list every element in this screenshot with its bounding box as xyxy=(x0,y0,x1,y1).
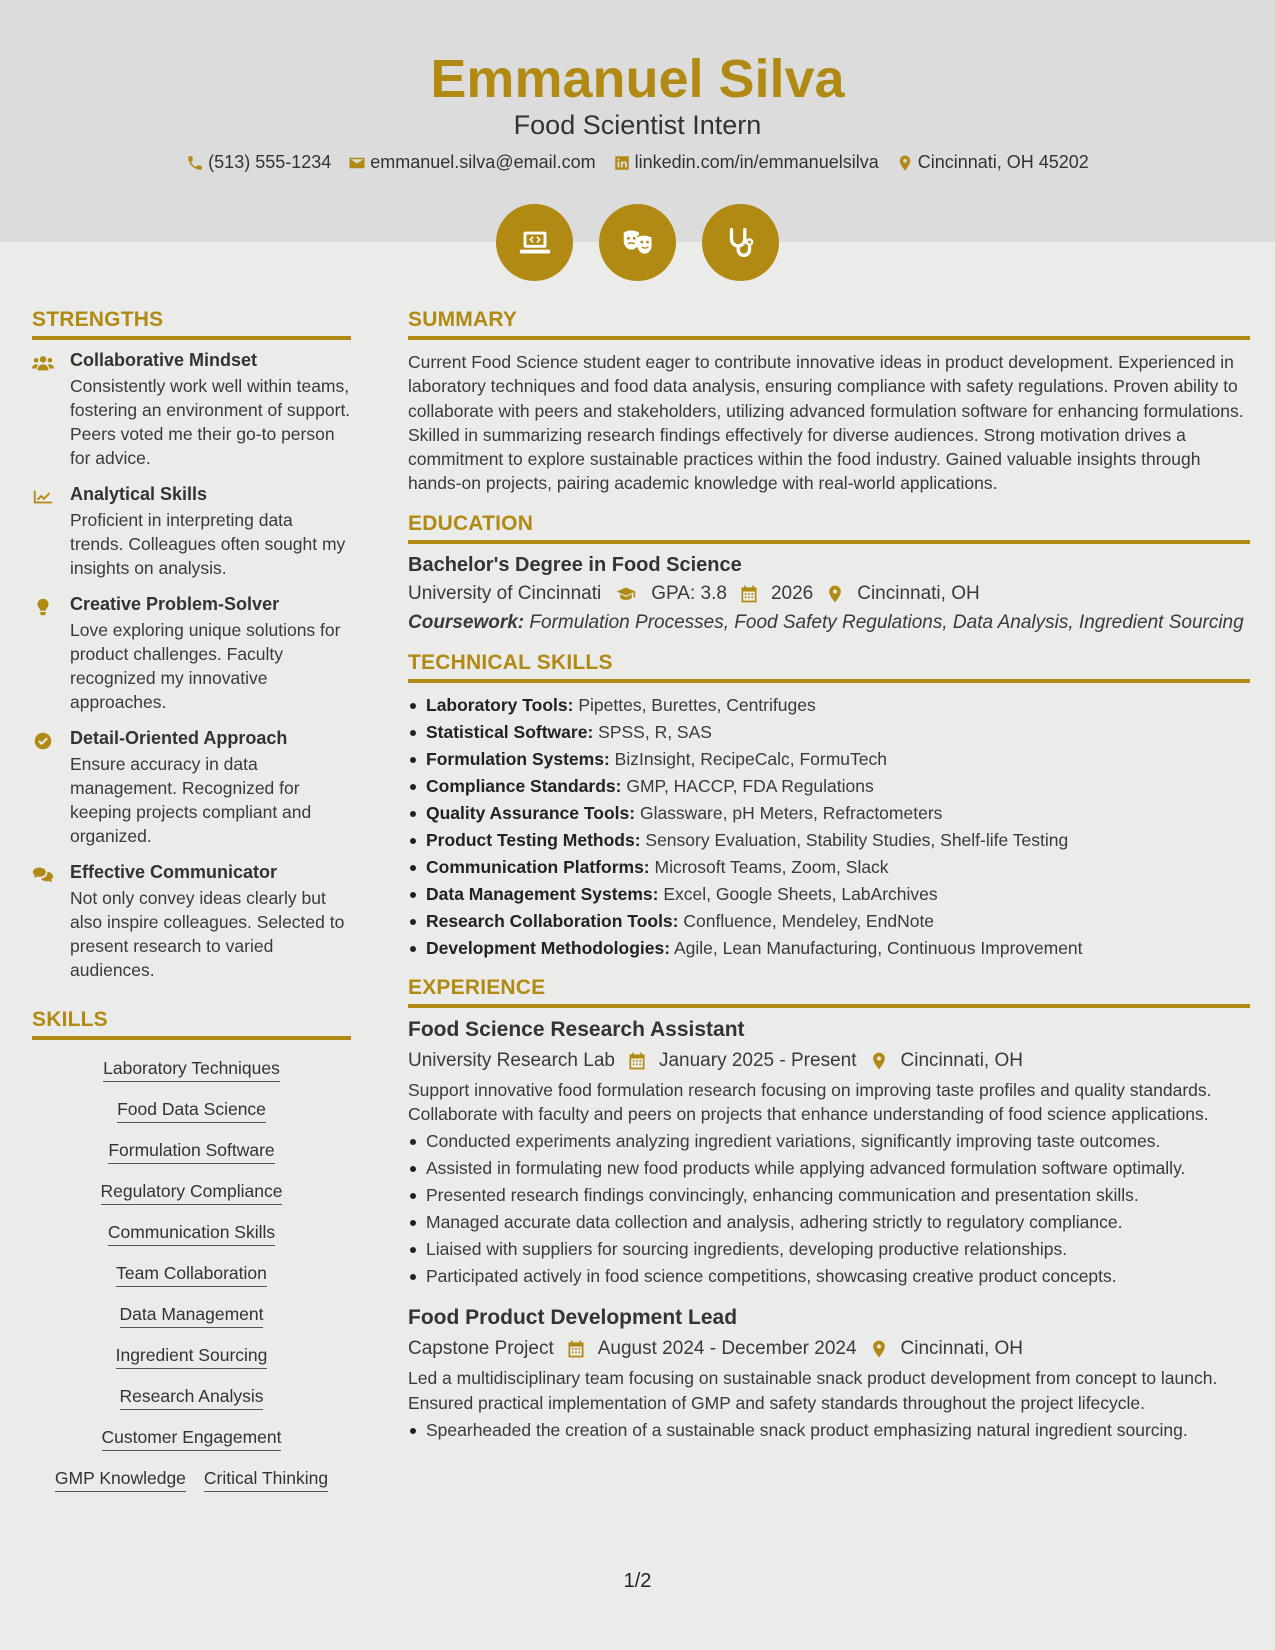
skill-tag: GMP Knowledge xyxy=(55,1468,186,1492)
lightbulb-icon xyxy=(32,598,54,616)
list-item: Laboratory Tools: Pipettes, Burettes, Centrifuges xyxy=(408,693,1250,717)
list-item: Participated actively in food science competitions, showcasing creative product concepts. xyxy=(408,1264,1250,1288)
strength-title: Analytical Skills xyxy=(70,484,208,504)
job-title: Food Product Development Lead xyxy=(408,1306,738,1330)
job-entry xyxy=(408,1306,1250,1442)
strength-text: Love exploring unique solutions for product challenges. Faculty recognized my innovative approaches. xyxy=(70,620,341,712)
contact-linkedin-text: linkedin.com/in/emmanuelsilva xyxy=(634,152,879,172)
strength-item xyxy=(32,484,351,580)
education-section xyxy=(408,512,1250,635)
job-meta xyxy=(408,1050,1250,1072)
job-org: Capstone Project xyxy=(408,1338,554,1360)
list-item: Communication Platforms: Microsoft Teams, Zoom, Slack xyxy=(408,855,1250,879)
interest-badges xyxy=(0,204,1275,281)
strength-title: Creative Problem-Solver xyxy=(70,594,280,614)
skill-tag: Food Data Science xyxy=(117,1099,266,1123)
degree-title: Bachelor's Degree in Food Science xyxy=(408,553,742,576)
coursework xyxy=(408,611,1250,635)
school-location: Cincinnati, OH xyxy=(857,582,980,604)
summary-text: Current Food Science student eager to contribute innovative ideas in product development. Experienced in laboratory techniques and food data analysis, ensuring compliance with safety regulations. Proven ability to collaborate with peers and stakeholders, utilizing advanced formulation software for enhancing formulations. Skilled in summarizing research findings effectively for diverse audiences. Strong motivation drives a commitment to explore sustainable practices within the food industry. Gained valuable insights through hands-on projects, pairing academic knowledge with real-world applications. xyxy=(408,352,1244,494)
contact-phone-text: (513) 555-1234 xyxy=(208,152,332,172)
coursework-list: Formulation Processes, Food Safety Regulations, Data Analysis, Ingredient Sourcing xyxy=(529,611,1244,633)
list-item: Development Methodologies: Agile, Lean Manufacturing, Continuous Improvement xyxy=(408,936,1250,960)
badge-masks xyxy=(599,204,676,281)
gpa: GPA: 3.8 xyxy=(651,582,727,604)
skill-tag: Formulation Software xyxy=(108,1140,274,1164)
theater-masks-icon xyxy=(619,224,657,262)
job-location: Cincinnati, OH xyxy=(900,1338,1024,1360)
skills-list xyxy=(32,1050,351,1509)
list-item: Managed accurate data collection and analysis, adhering strictly to regulatory compliance. xyxy=(408,1210,1250,1234)
users-icon xyxy=(32,354,54,372)
comments-icon xyxy=(32,866,54,884)
strength-item xyxy=(32,594,351,714)
school-name: University of Cincinnati xyxy=(408,582,602,604)
job-org: University Research Lab xyxy=(408,1049,615,1071)
list-item: Data Management Systems: Excel, Google Sheets, LabArchives xyxy=(408,882,1250,906)
contact-location-text: Cincinnati, OH 45202 xyxy=(917,152,1089,172)
experience-heading: EXPERIENCE xyxy=(408,976,1250,1008)
skill-tag: Ingredient Sourcing xyxy=(116,1345,268,1369)
technical-skills-heading: TECHNICAL SKILLS xyxy=(408,651,1250,683)
strength-text: Ensure accuracy in data management. Recognized for keeping projects compliant and organized. xyxy=(70,754,312,846)
skill-tag: Critical Thinking xyxy=(204,1468,328,1492)
strengths-heading: STRENGTHS xyxy=(32,308,351,340)
contact-linkedin[interactable] xyxy=(613,152,879,173)
badge-laptop xyxy=(496,204,573,281)
strength-text: Consistently work well within teams, fostering an environment of support. Peers voted me their go-to person for advice. xyxy=(70,376,351,468)
contact-location xyxy=(896,152,1089,173)
page-number: 1/2 xyxy=(623,1570,652,1592)
phone-icon xyxy=(186,154,204,172)
education-heading: EDUCATION xyxy=(408,512,1250,544)
envelope-icon xyxy=(348,154,366,172)
contact-phone[interactable] xyxy=(186,152,331,173)
calendar-icon xyxy=(739,584,759,604)
job-title: Food Science Research Assistant xyxy=(408,1017,745,1041)
stethoscope-icon xyxy=(722,224,760,262)
location-pin-icon xyxy=(869,1051,889,1071)
skill-tag: Customer Engagement xyxy=(102,1427,282,1451)
job-description: Led a multidisciplinary team focusing on sustainable snack product development from concept to launch. Ensured practical implementation of GMP and safety standards throughout the project lifecycle. xyxy=(408,1368,1218,1413)
job-dates: August 2024 - December 2024 xyxy=(597,1338,857,1360)
strength-item xyxy=(32,728,351,848)
contact-bar xyxy=(0,152,1275,173)
strength-item xyxy=(32,862,351,982)
experience-section xyxy=(408,976,1250,1442)
technical-skills-list xyxy=(408,693,1250,960)
contact-email[interactable] xyxy=(348,152,595,173)
list-item: Spearheaded the creation of a sustainable snack product emphasizing natural ingredient sourcing. xyxy=(408,1418,1250,1442)
badge-stethoscope xyxy=(702,204,779,281)
location-pin-icon xyxy=(869,1339,889,1359)
contact-email-text: emmanuel.silva@email.com xyxy=(370,152,596,172)
left-column xyxy=(32,308,351,1509)
laptop-code-icon xyxy=(516,224,554,262)
list-item: Presented research findings convincingly, enhancing communication and presentation skills. xyxy=(408,1183,1250,1207)
skill-tag: Regulatory Compliance xyxy=(101,1181,283,1205)
candidate-title: Food Scientist Intern xyxy=(513,110,762,140)
strength-item xyxy=(32,350,351,470)
education-meta xyxy=(408,583,1250,605)
list-item: Liaised with suppliers for sourcing ingredients, developing productive relationships. xyxy=(408,1237,1250,1261)
right-column xyxy=(408,308,1250,1460)
check-circle-icon xyxy=(32,732,54,750)
list-item: Compliance Standards: GMP, HACCP, FDA Regulations xyxy=(408,774,1250,798)
calendar-icon xyxy=(566,1339,586,1359)
chart-line-icon xyxy=(32,488,54,506)
skill-tag: Team Collaboration xyxy=(116,1263,267,1287)
job-location: Cincinnati, OH xyxy=(900,1049,1023,1071)
technical-skills-section xyxy=(408,651,1250,960)
strength-title: Effective Communicator xyxy=(70,862,278,882)
list-item: Quality Assurance Tools: Glassware, pH Meters, Refractometers xyxy=(408,801,1250,825)
calendar-icon xyxy=(627,1051,647,1071)
job-bullets xyxy=(408,1129,1250,1288)
skill-tag: Laboratory Techniques xyxy=(103,1058,280,1082)
job-meta xyxy=(408,1338,1250,1360)
strength-title: Detail-Oriented Approach xyxy=(70,728,288,748)
job-bullets xyxy=(408,1418,1250,1442)
list-item: Research Collaboration Tools: Confluence, Mendeley, EndNote xyxy=(408,909,1250,933)
linkedin-icon xyxy=(613,154,631,172)
candidate-name: Emmanuel Silva xyxy=(430,49,845,109)
location-pin-icon xyxy=(896,154,914,172)
skill-tag: Research Analysis xyxy=(120,1386,264,1410)
strength-text: Proficient in interpreting data trends. Colleagues often sought my insights on analysis. xyxy=(70,510,346,578)
skill-tag: Data Management xyxy=(120,1304,264,1328)
job-description: Support innovative food formulation research focusing on improving taste profiles and quality standards. Collaborate with faculty and peers on projects that enhance understanding of food science applications. xyxy=(408,1079,1212,1125)
list-item: Conducted experiments analyzing ingredient variations, significantly improving taste outcomes. xyxy=(408,1129,1250,1153)
graduation-cap-icon xyxy=(613,584,639,604)
graduation-year: 2026 xyxy=(770,582,814,604)
strength-text: Not only convey ideas clearly but also inspire colleagues. Selected to present research to varied audiences. xyxy=(70,888,345,980)
location-pin-icon xyxy=(825,584,845,604)
summary-heading: SUMMARY xyxy=(408,308,1250,340)
skills-heading: SKILLS xyxy=(32,1008,351,1040)
job-dates: January 2025 - Present xyxy=(658,1049,857,1071)
job-entry xyxy=(408,1018,1250,1289)
list-item: Statistical Software: SPSS, R, SAS xyxy=(408,720,1250,744)
coursework-label: Coursework: xyxy=(408,611,525,633)
list-item: Assisted in formulating new food products while applying advanced formulation software optimally. xyxy=(408,1156,1250,1180)
summary-section xyxy=(408,308,1250,496)
list-item: Formulation Systems: BizInsight, RecipeCalc, FormuTech xyxy=(408,747,1250,771)
skill-tag: Communication Skills xyxy=(108,1222,275,1246)
list-item: Product Testing Methods: Sensory Evaluation, Stability Studies, Shelf-life Testing xyxy=(408,828,1250,852)
strength-title: Collaborative Mindset xyxy=(70,350,258,370)
